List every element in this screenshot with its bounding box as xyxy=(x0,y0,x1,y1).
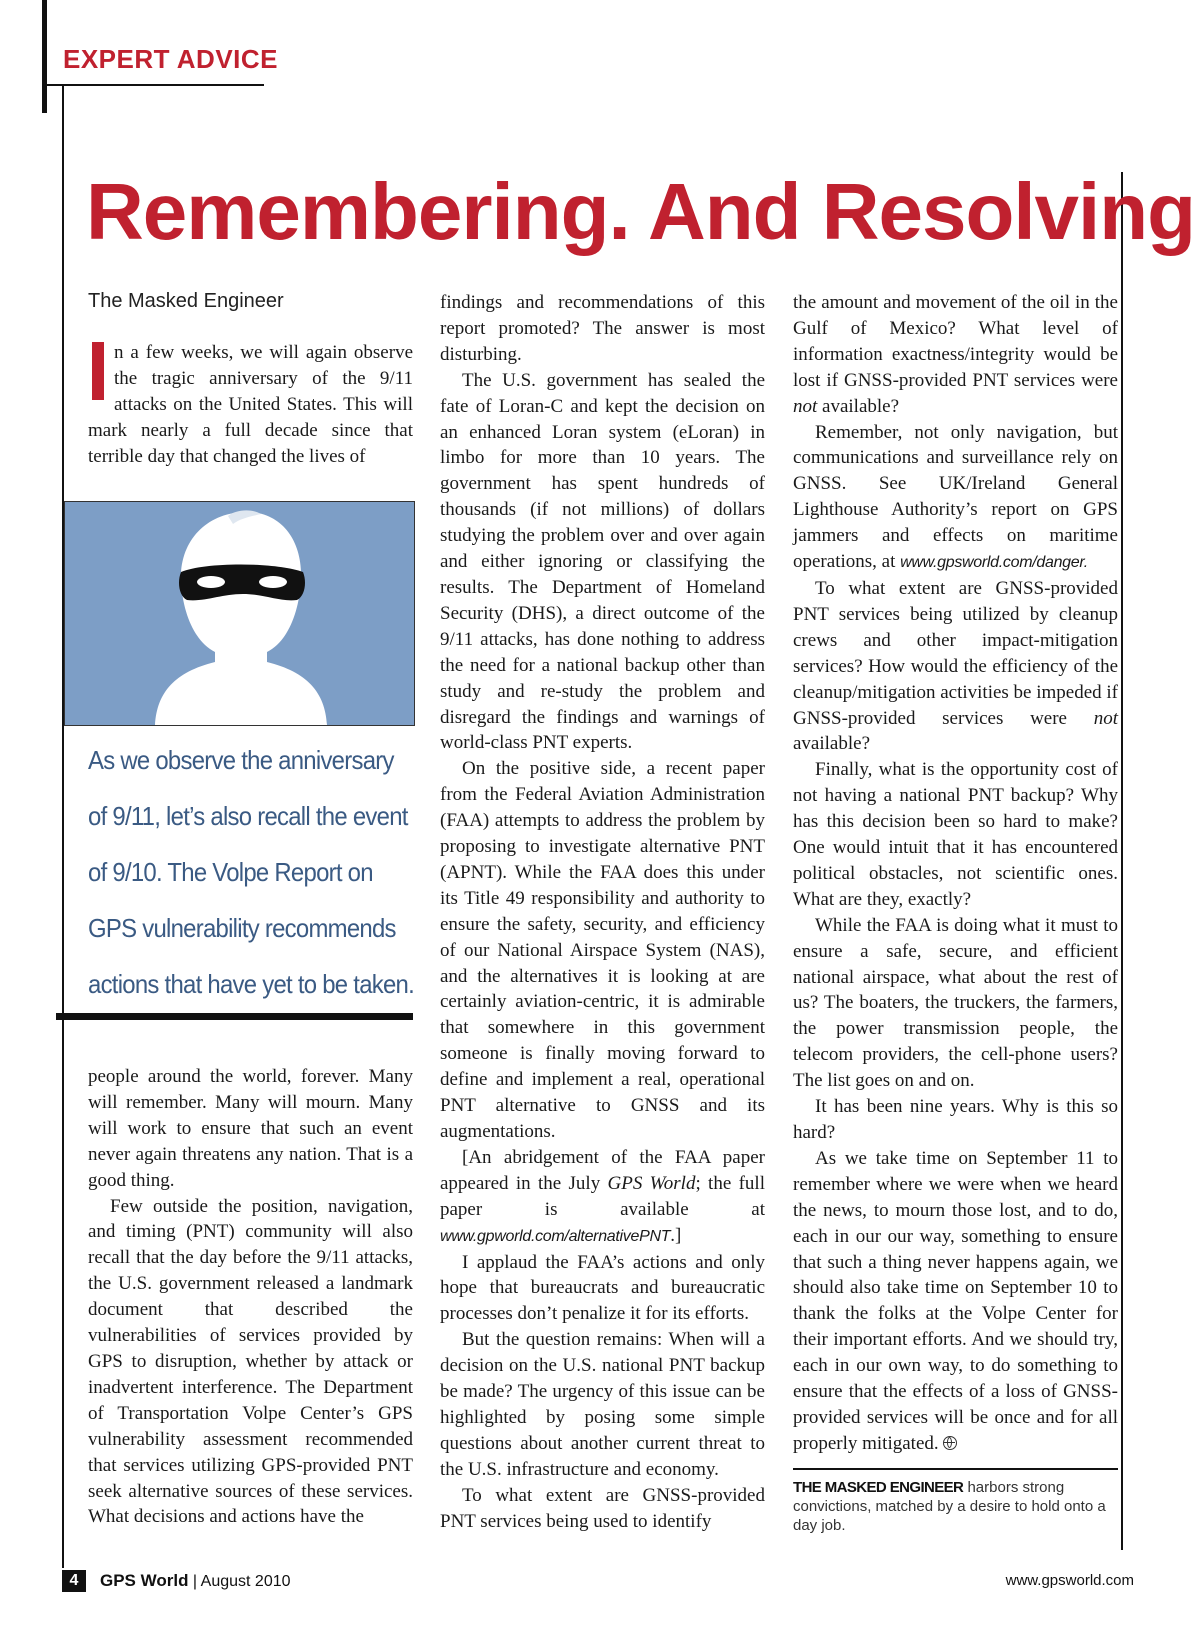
column-2 xyxy=(440,290,765,1535)
paragraph: the amount and movement of the oil in the Gulf of Mexico? What level of information exactness/integrity would be lost if GNSS-provided PNT services were not available? xyxy=(793,292,1118,417)
page-frame-rule xyxy=(62,86,64,1568)
paragraph: people around the world, forever. Many will remember. Many will mourn. Many will work to ensure that such an event never again threatens any nation. That is a good thing. xyxy=(88,1066,413,1191)
pull-quote-rule xyxy=(56,1013,413,1020)
drop-cap xyxy=(92,342,104,400)
danger-report-link[interactable]: www.gpsworld.com/danger. xyxy=(900,554,1088,572)
paragraph: To what extent are GNSS-provided PNT services being used to identify xyxy=(440,1484,765,1532)
paragraph: I applaud the FAA’s actions and only hope that bureaucrats and bureaucratic processes don’t penalize it for its efforts. xyxy=(440,1251,765,1325)
paragraph: But the question remains: When will a decision on the U.S. national PNT backup be made? The urgency of this issue can be highlighted by posing some simple questions about another current threat to the U.S. infrastructure and economy. xyxy=(440,1329,765,1480)
column-1-body xyxy=(88,1064,413,1530)
left-margin-bar xyxy=(42,0,47,113)
byline: The Masked Engineer xyxy=(88,290,284,312)
paragraph: Remember, not only navigation, but communications and surveillance rely on GNSS. See UK/Ireland General Lighthouse Authority’s report on GPS jammers and effects on maritime operations, at www.gpsworld.com/danger. xyxy=(793,421,1118,573)
column-1-intro xyxy=(88,340,413,470)
paragraph: As we take time on September 11 to remember where we were when we heard the news, to mourn those lost, and to do, each in our our way, something to ensure that such a thing never happens again, we should also take time on September 10 to thank the folks at the Volpe Center for their important efforts. And we should try, each in our own way, to do something to ensure that the effects of a loss of GNSS-provided services will be once and for all properly mitigated. xyxy=(793,1147,1118,1454)
right-column-rule xyxy=(1121,172,1123,1550)
issue-date: August 2010 xyxy=(200,1573,291,1590)
section-label-rule xyxy=(42,84,264,86)
magazine-name: GPS World xyxy=(100,1571,189,1590)
paragraph: Few outside the position, navigation, and timing (PNT) community will also recall that the day before the 9/11 attacks, the U.S. government released a landmark document that described the vulnerabilities of services provided by GPS to disruption, whether by attack or inadvertent interference. The Department of Transportation Volpe Center’s GPS vulnerability assessment recommended that services utilizing GPS-provided PNT seek alternative sources of these services. What decisions and actions have the xyxy=(88,1195,413,1528)
column-3 xyxy=(793,290,1118,1457)
bio-rule xyxy=(793,1468,1118,1470)
masked-figure-illustration xyxy=(64,501,415,726)
paragraph: [An abridgement of the FAA paper appeared in the July GPS World; the full paper is available at www.gpworld.com/alternativePNT.] xyxy=(440,1146,765,1246)
paragraph: findings and recommendations of this report promoted? The answer is most disturbing. xyxy=(440,292,765,365)
paragraph: To what extent are GNSS-provided PNT services being utilized by cleanup crews and other impact-mitigation services? How would the efficiency of the cleanup/mitigation activities be impeded if GNSS-provided services were not available? xyxy=(793,577,1119,755)
pull-quote: As we observe the anniversary of 9/11, let’s also recall the event of 9/10. The Volpe Report on GPS vulnerability recommends actions that have yet to be taken. xyxy=(88,745,415,999)
paragraph: Finally, what is the opportunity cost of not having a national PNT backup? Why has this decision been so hard to make? One would intuit that it has encountered political obstacles, not scientific ones. What are they, exactly? xyxy=(793,759,1118,910)
author-name: THE MASKED ENGINEER xyxy=(793,1479,964,1496)
page-number: 4 xyxy=(62,1570,86,1592)
footer-magazine: GPS World | August 2010 xyxy=(100,1571,291,1590)
section-label: EXPERT ADVICE xyxy=(63,44,279,74)
paragraph: It has been nine years. Why is this so hard? xyxy=(793,1096,1118,1143)
globe-icon xyxy=(943,1436,957,1450)
paragraph: While the FAA is doing what it must to ensure a safe, secure, and efficient national airspace, what about the rest of us? The boaters, the truckers, the farmers, the power transmission people, the telecom providers, the cell-phone users? The list goes on and on. xyxy=(793,914,1118,1092)
faa-paper-link[interactable]: www.gpworld.com/alternativePNT xyxy=(440,1227,671,1245)
masked-figure-icon xyxy=(65,502,414,725)
author-bio: THE MASKED ENGINEER harbors strong convictions, matched by a desire to hold onto a day job. xyxy=(793,1479,1106,1534)
paragraph: The U.S. government has sealed the fate of Loran-C and kept the decision on an enhanced Loran system (eLoran) in limbo for more than 10 years. The government has spent hundreds of thousands (if not millions) of dollars studying the problem over and over again and either ignoring or classifying the results. The Department of Homeland Security (DHS), a direct outcome of the 9/11 attacks, has done nothing to address the need for a national backup other than study and re-study the problem and disregard the findings and warnings of world-class PNT experts. xyxy=(440,369,765,754)
page-title: Remembering. And Resolving xyxy=(86,167,1195,256)
paragraph: On the positive side, a recent paper from the Federal Aviation Administration (FAA) attempts to address the problem by proposing to investigate alternative PNT (APNT). While the FAA does this under its Title 49 responsibility and authority to ensure the safety, security, and efficiency of our National Airspace System (NAS), and the alternatives it is looking at are certainly aviation-centric, it is admirable that somewhere in this government someone is finally moving forward to define and implement a real, operational PNT alternative to GNSS and its augmentations. xyxy=(440,758,765,1142)
intro-paragraph: n a few weeks, we will again observe the tragic anniversary of the 9/11 attacks on the United States. This will mark nearly a full decade since that terrible day that changed the lives of xyxy=(88,342,413,467)
footer-url[interactable]: www.gpsworld.com xyxy=(1005,1572,1134,1589)
